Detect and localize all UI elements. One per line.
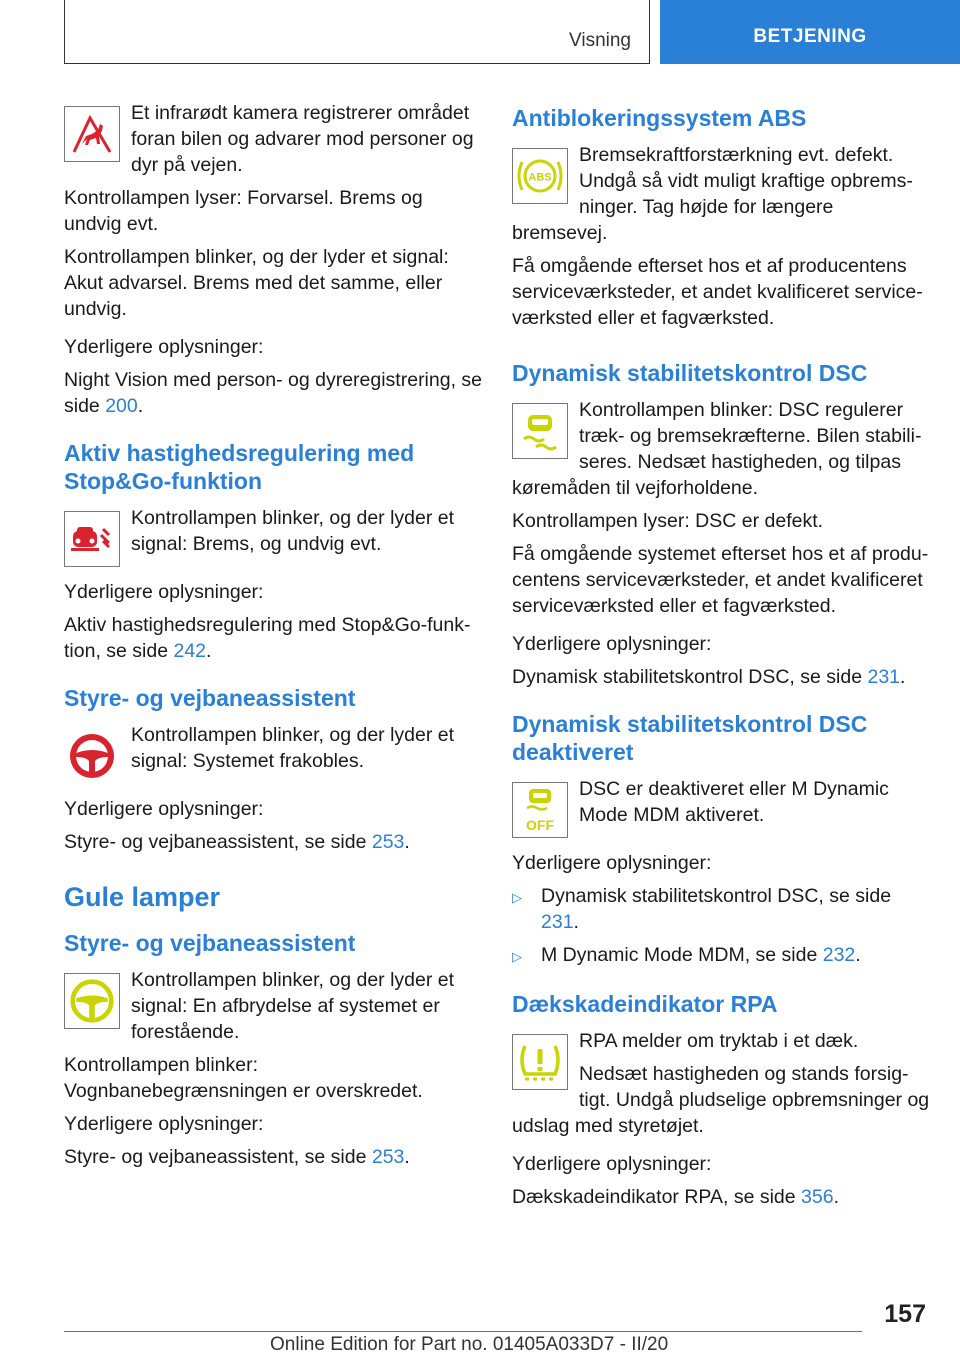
footer-divider xyxy=(64,1331,862,1332)
page-link-242[interactable]: 242 xyxy=(173,640,207,662)
page-header xyxy=(0,0,960,66)
section-tab xyxy=(64,0,650,64)
dsc-defect: Kontrollampen lyser: DSC er defekt. xyxy=(512,510,824,532)
dsc-off-desc: DSC er deaktiveret eller M Dynamic Mode MDM aktiveret. xyxy=(579,778,889,826)
dsc-heading: Dynamisk stabilitetskontrol DSC xyxy=(512,360,868,386)
abs-service: Få omgående efterset hos et af producentens serviceværksteder, et andet kvalificeret serviceværksted eller et fagværksted. xyxy=(512,255,923,329)
skidding-car-icon xyxy=(512,403,568,459)
acc-reference: Aktiv hastighedsregulering med Stop&Go-funktion, se side 242. xyxy=(64,614,471,662)
triangle-bullet-icon: ▷ xyxy=(512,890,522,905)
steering-yellow-block xyxy=(64,967,484,1052)
steering-yellow-reference: Styre- og vejbaneassistent, se side 253. xyxy=(64,1146,410,1168)
right-column xyxy=(512,100,932,1217)
triangle-bullet-icon: ▷ xyxy=(512,949,522,964)
rpa-block xyxy=(512,1028,932,1139)
svg-text:ABS: ABS xyxy=(528,171,552,184)
page-link-356[interactable]: 356 xyxy=(801,1186,834,1208)
animal-warning-icon xyxy=(64,106,120,162)
dsc-off-more-label: Yderligere oplysninger: xyxy=(512,852,712,874)
abs-heading: Antiblokeringssystem ABS xyxy=(512,105,807,131)
page-link-232[interactable]: 232 xyxy=(822,944,856,966)
abs-icon xyxy=(512,148,568,204)
chapter-tab[interactable] xyxy=(660,0,960,64)
list-item: ▷ Dynamisk stabilitetskontrol DSC, se side 231. xyxy=(512,885,892,933)
tire-pressure-icon xyxy=(512,1034,568,1090)
night-vision-desc: Et infrarødt kamera registrerer området foran bilen og advarer mod personer og dyr på vejen. xyxy=(131,102,474,176)
steering-red-reference: Styre- og vejbaneassistent, se side 253. xyxy=(64,831,410,853)
page-number: 157 xyxy=(884,1300,926,1328)
rpa-heading: Dækskadeindikator RPA xyxy=(512,991,778,1017)
page-link-253[interactable]: 253 xyxy=(371,1146,405,1168)
rpa-desc: RPA melder om tryktab i et dæk. xyxy=(579,1030,859,1052)
acc-more-label: Yderligere oplysninger: xyxy=(64,581,264,603)
rpa-reference: Dækskadeindikator RPA, se side 356. xyxy=(512,1186,839,1208)
night-vision-acute: Kontrollampen blinker, og der lyder et signal: Akut advarsel. Brems med det samme, eller undvig. xyxy=(64,246,449,320)
steering-red-heading: Styre- og vejbaneassistent xyxy=(64,685,356,711)
steering-yellow-lane: Kontrollampen blinker: Vognbanebegrænsningen er overskredet. xyxy=(64,1054,423,1102)
dsc-off-heading: Dynamisk stabilitetskontrol DSC deaktiveret xyxy=(512,711,868,765)
acc-block xyxy=(64,505,484,573)
abs-block xyxy=(512,142,932,253)
steering-wheel-icon xyxy=(64,728,120,784)
list-item: ▷ M Dynamic Mode MDM, se side 232. xyxy=(512,942,932,970)
dsc-service: Få omgående systemet efterset hos et af producentens serviceværksteder, et andet kvalificeret serviceværksted eller et fagværksted. xyxy=(512,543,929,617)
abs-desc: Bremsekraftforstærkning evt. defekt. Undgå så vidt muligt kraftige opbremsninger. Tag højde for længere bremsevej. xyxy=(512,144,913,244)
section-title: Visning xyxy=(569,30,631,51)
acc-heading: Aktiv hastighedsregulering med Stop&Go-funktion xyxy=(64,440,415,494)
steering-yellow-heading: Styre- og vejbaneassistent xyxy=(64,930,356,956)
dsc-more-label: Yderligere oplysninger: xyxy=(512,633,712,655)
steering-red-block xyxy=(64,722,484,790)
night-vision-reference: Night Vision med person- og dyreregistrering, se side 200. xyxy=(64,369,483,417)
dsc-off-icon xyxy=(512,782,568,838)
page-link-231[interactable]: 231 xyxy=(867,666,901,688)
steering-yellow-more-label: Yderligere oplysninger: xyxy=(64,1113,264,1135)
acc-desc: Kontrollampen blinker, og der lyder et signal: Brems, og undvig evt. xyxy=(131,507,455,555)
page-link-200[interactable]: 200 xyxy=(105,395,138,417)
chapter-title: BETJENING xyxy=(753,26,867,47)
steering-red-more-label: Yderligere oplysninger: xyxy=(64,798,264,820)
dsc-reference: Dynamisk stabilitetskontrol DSC, se side 231. xyxy=(512,666,906,688)
collision-warning-icon xyxy=(64,511,120,567)
night-vision-prewarning: Kontrollampen lyser: Forvarsel. Brems og undvig evt. xyxy=(64,187,423,235)
night-vision-block xyxy=(64,100,484,185)
page-link-253[interactable]: 253 xyxy=(371,831,405,853)
dsc-block xyxy=(512,397,932,501)
rpa-more-label: Yderligere oplysninger: xyxy=(512,1153,712,1175)
steering-red-desc: Kontrollampen blinker, og der lyder et signal: Systemet frakobles. xyxy=(131,724,455,772)
steering-wheel-icon xyxy=(64,973,120,1029)
svg-text:OFF: OFF xyxy=(526,817,554,833)
dsc-regulating: Kontrollampen blinker: DSC regulerer træk- og bremsekræfterne. Bilen stabiliseres. Nedsæt hastigheden, og tilpas køremåden til vejforholdene. xyxy=(512,399,922,499)
night-vision-more-label: Yderligere oplysninger: xyxy=(64,336,264,358)
rpa-action: Nedsæt hastigheden og stands forsigtigt. Undgå pludselige opbremsninger og udslag med styretøjet. xyxy=(512,1063,930,1137)
yellow-lamps-title: Gule lamper xyxy=(64,882,221,912)
left-column xyxy=(64,100,484,1177)
edition-note: Online Edition for Part no. 01405A033D7 - II/20 xyxy=(270,1334,669,1355)
dsc-off-block xyxy=(512,776,932,844)
steering-yellow-desc: Kontrollampen blinker, og der lyder et signal: En afbrydelse af systemet er forestående. xyxy=(131,969,455,1043)
page-link-231[interactable]: 231 xyxy=(541,911,574,933)
